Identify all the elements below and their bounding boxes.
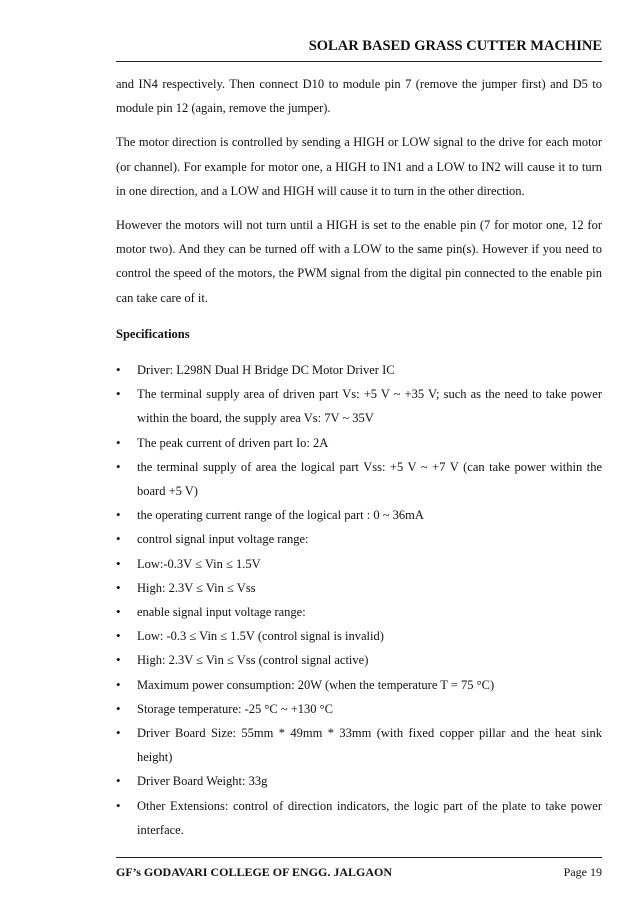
bullet-icon: • (116, 725, 121, 741)
specifications-list (116, 358, 602, 842)
list-item-text: the terminal supply of area the logical part Vss: +5 V ~ +7 V (can take power within the board +5 V) (137, 459, 602, 499)
page-footer (116, 857, 602, 880)
list-item-text: Driver Board Size: 55mm * 49mm * 33mm (with fixed copper pillar and the heat sink height) (137, 726, 602, 765)
list-item (116, 358, 602, 382)
list-item (116, 382, 602, 430)
list-item (116, 769, 602, 793)
list-item-text: Driver: L298N Dual H Bridge DC Motor Driver IC (137, 363, 395, 378)
footer-college-name: GF’s GODAVARI COLLEGE OF ENGG. JALGAON (116, 865, 393, 879)
list-item-text: the operating current range of the logical part : 0 ~ 36mA (137, 508, 424, 523)
bullet-icon: • (116, 773, 121, 789)
bullet-icon: • (116, 386, 121, 402)
list-item (116, 673, 602, 697)
list-item-text: The peak current of driven part Io: 2A (137, 435, 329, 450)
bullet-icon: • (116, 579, 121, 595)
document-title: SOLAR BASED GRASS CUTTER MACHINE (308, 38, 602, 54)
bullet-icon: • (116, 507, 121, 523)
list-item (116, 648, 602, 672)
paragraph: The motor direction is controlled by sending a HIGH or LOW signal to the drive for each motor (or channel). For example for motor one, a HIGH to IN1 and a LOW to IN2 will cause it to turn in one direction, and a LOW and HIGH will cause it to turn in the other direction. (116, 135, 602, 198)
list-item (116, 576, 602, 600)
list-item-text: High: 2.3V ≤ Vin ≤ Vss (137, 580, 256, 595)
paragraph: and IN4 respectively. Then connect D10 to module pin 7 (remove the jumper first) and D5 to module pin 12 (again, remove the jumper). (116, 77, 602, 116)
list-item-text: Low: -0.3 ≤ Vin ≤ 1.5V (control signal is invalid) (137, 629, 384, 644)
section-heading: Specifications (116, 326, 190, 341)
bullet-icon: • (116, 555, 121, 571)
list-item-text: control signal input voltage range: (137, 532, 309, 547)
bullet-icon: • (116, 434, 121, 450)
list-item (116, 503, 602, 527)
list-item (116, 624, 602, 648)
bullet-icon: • (116, 362, 121, 378)
list-item-text: High: 2.3V ≤ Vin ≤ Vss (control signal active) (137, 653, 369, 668)
list-item-text: Other Extensions: control of direction indicators, the logic part of the plate to take power interface. (137, 798, 602, 837)
list-item-text: Driver Board Weight: 33g (137, 774, 268, 789)
bullet-icon: • (116, 676, 121, 692)
bullet-icon: • (116, 797, 121, 813)
paragraph: However the motors will not turn until a HIGH is set to the enable pin (7 for motor one, 12 for motor two). And they can be turned off with a LOW to the same pin(s). However if you need to control the speed of the motors, the PWM signal from the digital pin connected to the enable pin can take care of it. (116, 218, 602, 305)
list-item (116, 697, 602, 721)
list-item (116, 794, 602, 842)
bullet-icon: • (116, 458, 121, 474)
bullet-icon: • (116, 652, 121, 668)
bullet-icon: • (116, 531, 121, 547)
list-item (116, 600, 602, 624)
bullet-icon: • (116, 628, 121, 644)
list-item (116, 431, 602, 455)
list-item-text: Maximum power consumption: 20W (when the temperature T = 75 °C) (137, 677, 495, 692)
list-item (116, 527, 602, 551)
list-item-text: Low:-0.3V ≤ Vin ≤ 1.5V (137, 556, 261, 571)
list-item (116, 455, 602, 503)
bullet-icon: • (116, 604, 121, 620)
page-content (116, 72, 602, 842)
list-item-text: Storage temperature: -25 °C ~ +130 °C (137, 701, 333, 716)
list-item-text: The terminal supply area of driven part Vs: +5 V ~ +35 V; such as the need to take power within the board, the supply area Vs: 7V ~ 35V (137, 387, 602, 426)
page-number: Page 19 (563, 865, 602, 879)
page-header (116, 38, 602, 62)
list-item-text: enable signal input voltage range: (137, 605, 306, 620)
bullet-icon: • (116, 700, 121, 716)
list-item (116, 552, 602, 576)
list-item (116, 721, 602, 769)
